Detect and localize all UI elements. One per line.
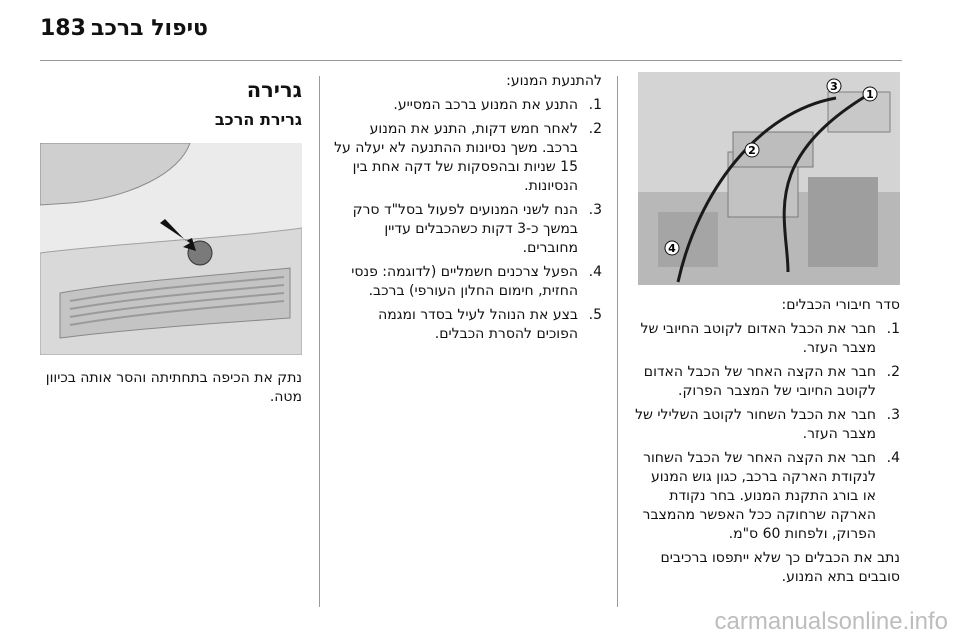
jumper-step: 4. חבר את הקצה האחר של הכבל השחור לנקודת הארקה ברכב, כגון גוש המנוע או בורג התקנת המנוע. בחר נקודת הארקה שרחוקה ככל האפשר מהמצבר הפרוק, ולפחות 60 ס"מ. — [642, 450, 900, 542]
watermark: carmanualsonline.info — [714, 608, 948, 635]
start-step: 5. בצע את הנוהל לעיל בסדר ומגמה הפוכים להסרת הכבלים. — [378, 307, 602, 342]
figure-label-1: 1 — [866, 88, 874, 101]
jumper-step: 3. חבר את הכבל השחור לקוטב השלילי של מצבר העזר. — [635, 407, 900, 442]
start-step: 3. הנח לשני המנועים לפעול בסל"ד סרק במשך כ-3 דקות כשהכבלים עדיין מחוברים. — [352, 202, 602, 256]
jumper-column — [634, 72, 900, 601]
tow-cover-figure — [40, 143, 302, 355]
section-title: גרירה — [246, 78, 302, 102]
towing-column — [40, 72, 302, 421]
column-divider-left — [319, 76, 320, 607]
jumper-steps — [634, 320, 900, 544]
start-step: 4. הפעל צרכנים חשמליים (לדוגמה: פנסי החזית, חימום החלון העורפי) ברכב. — [351, 264, 602, 299]
start-intro: להתנעת המנוע: — [506, 73, 602, 89]
start-step: 2. לאחר חמש דקות, התנע את המנוע ברכב. משך נסיונות ההתנעה לא יעלה על 15 שניות ובהפסקות של דקה אחת בין הנסיונות. — [334, 121, 602, 194]
towing-body: נתק את הכיפה בתחתיתה והסר אותה בכיוון מטה. — [45, 370, 302, 405]
column-divider-right — [617, 76, 618, 607]
header-rule — [40, 60, 902, 61]
figure-label-3: 3 — [830, 80, 838, 93]
bumper-illustration — [40, 143, 302, 355]
battery-jumper-figure — [638, 72, 900, 285]
subsection-title: גרירת הרכב — [214, 110, 302, 129]
figure-label-2: 2 — [748, 144, 756, 157]
start-column — [334, 72, 602, 349]
jumper-step: 1. חבר את הכבל האדום לקוטב החיובי של מצבר העזר. — [640, 321, 900, 356]
jumper-intro: סדר חיבורי הכבלים: — [781, 297, 900, 313]
page-number: 183 — [40, 16, 86, 41]
jumper-step: 2. חבר את הקצה האחר של הכבל האדום לקוטב החיובי של המצבר הפרוק. — [643, 364, 900, 399]
start-step: 1. התנע את המנוע ברכב המסייע. — [393, 97, 602, 113]
page-header-title: טיפול ברכב — [91, 16, 208, 41]
figure-label-4: 4 — [668, 242, 676, 255]
battery-illustration — [638, 72, 900, 285]
start-steps — [334, 96, 602, 344]
jumper-note: נתב את הכבלים כך שלא ייתפסו ברכיבים סובבים בתא המנוע. — [660, 550, 900, 585]
